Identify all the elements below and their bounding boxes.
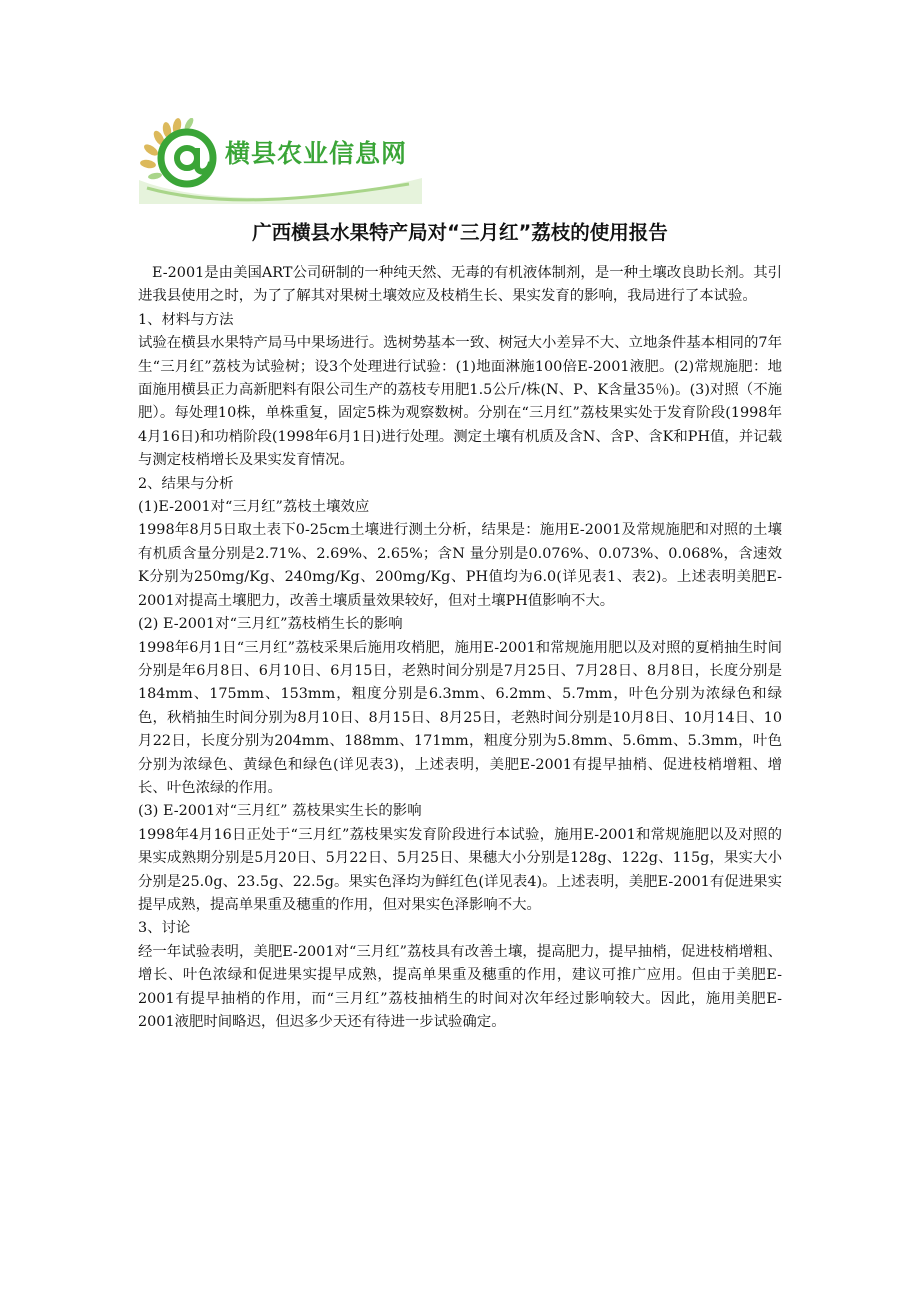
subheading-soil-effect: (1)E-2001对“三月红”荔枝土壤效应 xyxy=(138,499,370,516)
paragraph-intro: E-2001是由美国ART公司研制的一种纯天然、无毒的有机液体制剂，是一种土壤改良助长剂。其引进我县使用之时，为了了解其对果树土壤效应及枝梢生长、果实发育的影响，我局进行了本试验。 xyxy=(138,265,782,305)
subheading-shoot-growth: (2) E-2001对“三月红”荔枝梢生长的影响 xyxy=(138,616,403,633)
logo-text: 横县农业信息网 xyxy=(225,139,408,168)
site-logo xyxy=(139,118,422,204)
document-title: 广西横县水果特产局对“三月红”荔枝的使用报告 xyxy=(252,221,668,244)
paragraph-fruit-growth: 1998年4月16日正处于“三月红”荔枝果实发育阶段进行本试验，施用E-2001和常规施肥以及对照的果实成熟期分别是5月20日、5月22日、5月25日、果穗大小分别是128g、122g、115g，果实大小分别是25.0g、23.5g、22.5g。果实色泽均为鲜红色(详见表4)。上述表明，美肥E-2001有促进果实提早成熟，提高单果重及穗重的作用，但对果实色泽影响不大。 xyxy=(138,826,782,913)
section-heading-discussion: 3、讨论 xyxy=(138,920,191,937)
section-heading-methods: 1、材料与方法 xyxy=(138,311,234,328)
document-body xyxy=(138,262,782,1034)
paragraph-discussion: 经一年试验表明，美肥E-2001对“三月红”荔枝具有改善土壤，提高肥力，提早抽梢，促进枝梢增粗、增长、叶色浓绿和促进果实提早成熟，提高单果重及穗重的作用，建议可推广应用。但由于美肥E-2001有提早抽梢的作用，而“三月红”荔枝抽梢生的时间对次年经过影响较大。因此，施用美肥E-2001液肥时间略迟，但迟多少天还有待进一步试验确定。 xyxy=(138,943,782,1030)
subheading-fruit-growth: (3) E-2001对“三月红” 荔枝果实生长的影响 xyxy=(138,803,422,820)
paragraph-shoot-growth: 1998年6月1日“三月红”荔枝采果后施用攻梢肥，施用E-2001和常规施用肥以及对照的夏梢抽生时间分别是年6月8日、6月10日、6月15日，老熟时间分别是7月25日、7月28日、8月8日，长度分别是184mm、175mm、153mm，粗度分别是6.3mm、6.2mm、5.7mm，叶色分别为浓绿色和绿色，秋梢抽生时间分别为8月10日、8月15日、8月25日，老熟时间分别是10月8日、10月14日、10月22日，长度分别为204mm、188mm、171mm，粗度分别为5.8mm、5.6mm、5.3mm，叶色分别为浓绿色、黄绿色和绿色(详见表3)，上述表明，美肥E-2001有提早抽梢、促进枝梢增粗、增长、叶色浓绿的作用。 xyxy=(138,639,782,796)
paragraph-methods: 试验在横县水果特产局马中果场进行。选树势基本一致、树冠大小差异不大、立地条件基本相同的7年生“三月红”荔枝为试验树；设3个处理进行试验：(1)地面淋施100倍E-2001液肥。(2)常规施肥：地面施用横县正力高新肥料有限公司生产的荔枝专用肥1.5公斤/株(N、P、K含量35％)。(3)对照（不施肥）。每处理10株，单株重复，固定5株为观察数树。分别在“三月红”荔枝果实处于发育阶段(1998年4月16日)和功梢阶段(1998年6月1日)进行处理。测定土壤有机质及含N、含P、含K和PH值，并记载与测定枝梢增长及果实发育情况。 xyxy=(138,335,782,469)
section-heading-results: 2、结果与分析 xyxy=(138,475,234,492)
paragraph-soil-effect: 1998年8月5日取土表下0-25cm土壤进行测土分析，结果是：施用E-2001及常规施肥和对照的土壤有机质含量分别是2.71%、2.69%、2.65%；含N 量分别是0.076%、0.073%、0.068%，含速效K分别为250mg/Kg、240mg/Kg、200mg/Kg、PH值均为6.0(详见表1、表2)。上述表明美肥E-2001对提高土壤肥力，改善土壤质量效果较好，但对土壤PH值影响不大。 xyxy=(138,522,782,609)
